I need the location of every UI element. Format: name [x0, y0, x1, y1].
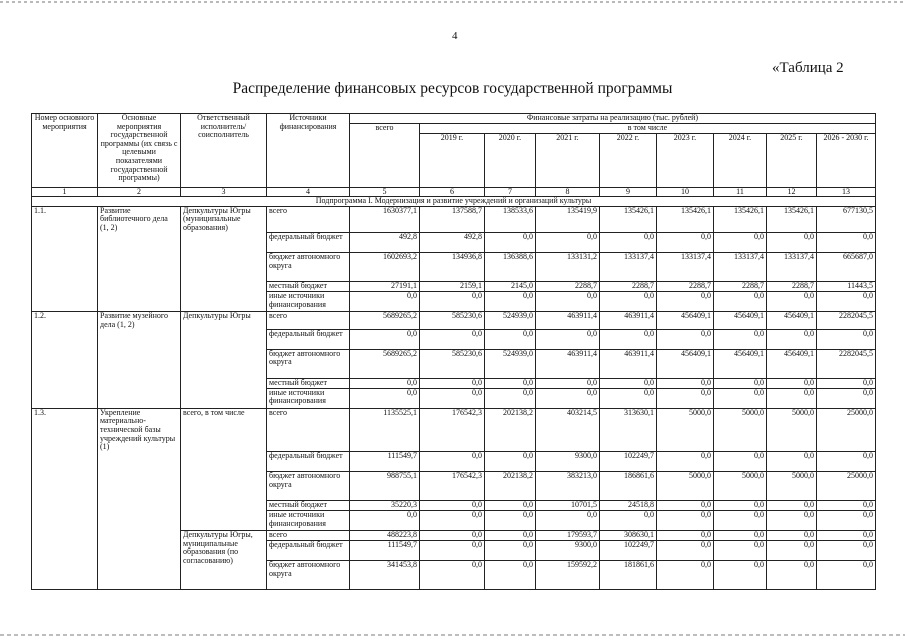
- value-cell: 2282045,5: [817, 349, 876, 378]
- value-cell: 0,0: [817, 501, 876, 511]
- measure-number-cont: [32, 253, 98, 282]
- funding-source: федеральный бюджет: [267, 452, 350, 472]
- value-cell: 5000,0: [657, 472, 714, 501]
- value-cell: 0,0: [767, 501, 817, 511]
- funding-source: всего: [267, 531, 350, 541]
- value-cell: 0,0: [420, 388, 485, 408]
- measure-number-cont: [32, 501, 98, 511]
- column-number: 2: [98, 187, 181, 197]
- value-cell: 0,0: [817, 452, 876, 472]
- table-row: [32, 253, 876, 282]
- measure-name-cont: [98, 472, 181, 501]
- value-cell: 133131,2: [536, 253, 600, 282]
- funding-source: иные источники финансирования: [267, 511, 350, 531]
- header-year: 2024 г.: [714, 133, 767, 187]
- value-cell: 492,8: [350, 233, 420, 253]
- measure-number-cont: [32, 349, 98, 378]
- measure-name-cont: [98, 329, 181, 349]
- column-number: 12: [767, 187, 817, 197]
- table-row: [32, 206, 876, 232]
- value-cell: 0,0: [767, 329, 817, 349]
- value-cell: 456409,1: [714, 349, 767, 378]
- value-cell: 202138,2: [485, 472, 536, 501]
- value-cell: 0,0: [485, 329, 536, 349]
- measure-name-cont: [98, 292, 181, 312]
- finance-table: [31, 113, 876, 590]
- header-year: 2021 г.: [536, 133, 600, 187]
- value-cell: 585230,6: [420, 349, 485, 378]
- table-row: [32, 408, 876, 451]
- value-cell: 0,0: [817, 531, 876, 541]
- value-cell: 0,0: [657, 541, 714, 561]
- value-cell: 463911,4: [536, 312, 600, 330]
- value-cell: 0,0: [350, 388, 420, 408]
- value-cell: 0,0: [714, 388, 767, 408]
- funding-source: бюджет автономного округа: [267, 472, 350, 501]
- table-row: [32, 388, 876, 408]
- value-cell: 0,0: [485, 541, 536, 561]
- funding-source: всего: [267, 206, 350, 232]
- value-cell: 0,0: [657, 452, 714, 472]
- value-cell: 9300,0: [536, 541, 600, 561]
- value-cell: 0,0: [657, 501, 714, 511]
- header-total: всего: [350, 124, 420, 188]
- funding-source: федеральный бюджет: [267, 541, 350, 561]
- subprogram-title: Подпрограмма I. Модернизация и развитие учреждений и организаций культуры: [32, 197, 876, 207]
- value-cell: 135426,1: [657, 206, 714, 232]
- value-cell: 0,0: [817, 561, 876, 590]
- table-row: [32, 452, 876, 472]
- value-cell: 2288,7: [714, 282, 767, 292]
- value-cell: 308630,1: [600, 531, 657, 541]
- value-cell: 2288,7: [767, 282, 817, 292]
- value-cell: 135426,1: [600, 206, 657, 232]
- header-including: в том числе: [420, 124, 876, 134]
- value-cell: 0,0: [420, 452, 485, 472]
- page-number: 4: [452, 30, 458, 42]
- value-cell: 456409,1: [657, 312, 714, 330]
- value-cell: 0,0: [817, 233, 876, 253]
- value-cell: 0,0: [536, 388, 600, 408]
- value-cell: 0,0: [350, 329, 420, 349]
- value-cell: 0,0: [817, 511, 876, 531]
- measure-number-cont: [32, 388, 98, 408]
- measure-name-cont: [98, 561, 181, 590]
- value-cell: 0,0: [817, 292, 876, 312]
- measure-name-cont: [98, 253, 181, 282]
- measure-number-cont: [32, 472, 98, 501]
- value-cell: 181861,6: [600, 561, 657, 590]
- value-cell: 0,0: [767, 378, 817, 388]
- value-cell: 0,0: [657, 329, 714, 349]
- value-cell: 524939,0: [485, 349, 536, 378]
- value-cell: 133137,4: [714, 253, 767, 282]
- value-cell: 137588,7: [420, 206, 485, 232]
- measure-name: Развитие библиотечного дела (1, 2): [98, 206, 181, 232]
- value-cell: 179593,7: [536, 531, 600, 541]
- value-cell: 0,0: [600, 388, 657, 408]
- value-cell: 456409,1: [714, 312, 767, 330]
- measure-name-cont: [98, 531, 181, 541]
- value-cell: 0,0: [350, 378, 420, 388]
- value-cell: 186861,6: [600, 472, 657, 501]
- measure-number-cont: [32, 292, 98, 312]
- value-cell: 0,0: [420, 378, 485, 388]
- measure-name-cont: [98, 233, 181, 253]
- value-cell: 2288,7: [657, 282, 714, 292]
- measure-number-cont: [32, 561, 98, 590]
- value-cell: 2282045,5: [817, 312, 876, 330]
- measure-number: 1.3.: [32, 408, 98, 451]
- value-cell: 0,0: [420, 561, 485, 590]
- value-cell: 0,0: [714, 233, 767, 253]
- value-cell: 25000,0: [817, 472, 876, 501]
- table-row: [32, 329, 876, 349]
- value-cell: 0,0: [420, 531, 485, 541]
- value-cell: 383213,0: [536, 472, 600, 501]
- funding-source: местный бюджет: [267, 282, 350, 292]
- value-cell: 0,0: [536, 233, 600, 253]
- value-cell: 5000,0: [714, 408, 767, 451]
- measure-name-cont: [98, 511, 181, 531]
- value-cell: 0,0: [657, 378, 714, 388]
- value-cell: 133137,4: [767, 253, 817, 282]
- measure-number-cont: [32, 452, 98, 472]
- value-cell: 988755,1: [350, 472, 420, 501]
- measure-name: Развитие музейного дела (1, 2): [98, 312, 181, 330]
- value-cell: 111549,7: [350, 452, 420, 472]
- measure-name-cont: [98, 452, 181, 472]
- value-cell: 102249,7: [600, 541, 657, 561]
- value-cell: 463911,4: [600, 349, 657, 378]
- value-cell: 135426,1: [714, 206, 767, 232]
- header-year: 2019 г.: [420, 133, 485, 187]
- header-number: Номер основного мероприятия: [32, 114, 98, 188]
- value-cell: 0,0: [767, 292, 817, 312]
- table-row: [32, 561, 876, 590]
- table-note: «Таблица 2: [772, 60, 844, 76]
- table-row: [32, 541, 876, 561]
- value-cell: 0,0: [485, 292, 536, 312]
- value-cell: 2145,0: [485, 282, 536, 292]
- column-number: 9: [600, 187, 657, 197]
- executor-cell: всего, в том числе: [181, 408, 267, 530]
- value-cell: 0,0: [714, 292, 767, 312]
- measure-number-cont: [32, 531, 98, 541]
- funding-source: бюджет автономного округа: [267, 349, 350, 378]
- value-cell: 1135525,1: [350, 408, 420, 451]
- value-cell: 5689265,2: [350, 349, 420, 378]
- measure-number-cont: [32, 378, 98, 388]
- table-row: [32, 349, 876, 378]
- column-number: 8: [536, 187, 600, 197]
- measure-name-cont: [98, 501, 181, 511]
- header-costs: Финансовые затраты на реализацию (тыс. рублей): [350, 114, 876, 124]
- measure-number-cont: [32, 541, 98, 561]
- value-cell: 0,0: [485, 561, 536, 590]
- value-cell: 5000,0: [767, 408, 817, 451]
- value-cell: 136388,6: [485, 253, 536, 282]
- value-cell: 102249,7: [600, 452, 657, 472]
- executor-cell: Депкультуры Югры, муниципальные образования (по согласованию): [181, 531, 267, 590]
- measure-number: 1.2.: [32, 312, 98, 330]
- value-cell: 134936,8: [420, 253, 485, 282]
- funding-source: бюджет автономного округа: [267, 253, 350, 282]
- measure-name-cont: [98, 388, 181, 408]
- value-cell: 0,0: [817, 541, 876, 561]
- header-executor: Ответственный исполнитель/ соисполнитель: [181, 114, 267, 188]
- value-cell: 0,0: [767, 233, 817, 253]
- column-number: 10: [657, 187, 714, 197]
- value-cell: 2159,1: [420, 282, 485, 292]
- value-cell: 0,0: [714, 452, 767, 472]
- measure-number-cont: [32, 282, 98, 292]
- value-cell: 0,0: [817, 388, 876, 408]
- funding-source: иные источники финансирования: [267, 292, 350, 312]
- value-cell: 5000,0: [657, 408, 714, 451]
- column-number: 11: [714, 187, 767, 197]
- measure-name-cont: [98, 349, 181, 378]
- value-cell: 0,0: [600, 511, 657, 531]
- value-cell: 456409,1: [767, 349, 817, 378]
- column-numbers-row: [32, 187, 876, 197]
- table-row: [32, 472, 876, 501]
- value-cell: 5689265,2: [350, 312, 420, 330]
- value-cell: 5000,0: [714, 472, 767, 501]
- value-cell: 202138,2: [485, 408, 536, 451]
- value-cell: 0,0: [714, 501, 767, 511]
- value-cell: 24518,8: [600, 501, 657, 511]
- column-number: 13: [817, 187, 876, 197]
- executor-cell: Депкультуры Югры: [181, 312, 267, 409]
- column-number: 3: [181, 187, 267, 197]
- value-cell: 0,0: [485, 388, 536, 408]
- value-cell: 0,0: [600, 378, 657, 388]
- funding-source: местный бюджет: [267, 378, 350, 388]
- value-cell: 0,0: [714, 561, 767, 590]
- value-cell: 0,0: [420, 541, 485, 561]
- value-cell: 463911,4: [600, 312, 657, 330]
- column-number: 4: [267, 187, 350, 197]
- header-year: 2020 г.: [485, 133, 536, 187]
- value-cell: 138533,6: [485, 206, 536, 232]
- value-cell: 403214,5: [536, 408, 600, 451]
- value-cell: 0,0: [714, 511, 767, 531]
- value-cell: 0,0: [485, 511, 536, 531]
- table-row: [32, 378, 876, 388]
- value-cell: 0,0: [485, 452, 536, 472]
- value-cell: 159592,2: [536, 561, 600, 590]
- value-cell: 0,0: [767, 561, 817, 590]
- header-year: 2026 - 2030 г.: [817, 133, 876, 187]
- value-cell: 0,0: [657, 561, 714, 590]
- measure-name-cont: [98, 541, 181, 561]
- value-cell: 0,0: [657, 531, 714, 541]
- scan-edge-bottom: [0, 634, 905, 636]
- value-cell: 0,0: [817, 378, 876, 388]
- header-year: 2022 г.: [600, 133, 657, 187]
- table-row: [32, 511, 876, 531]
- measure-number-cont: [32, 233, 98, 253]
- value-cell: 11443,5: [817, 282, 876, 292]
- value-cell: 1602693,2: [350, 253, 420, 282]
- value-cell: 135419,9: [536, 206, 600, 232]
- funding-source: федеральный бюджет: [267, 233, 350, 253]
- value-cell: 0,0: [485, 233, 536, 253]
- value-cell: 0,0: [600, 233, 657, 253]
- value-cell: 0,0: [657, 388, 714, 408]
- value-cell: 341453,8: [350, 561, 420, 590]
- measure-name: Укрепление материально-технической базы учреждений культуры (1): [98, 408, 181, 451]
- measure-name-cont: [98, 378, 181, 388]
- funding-source: федеральный бюджет: [267, 329, 350, 349]
- value-cell: 0,0: [657, 233, 714, 253]
- value-cell: 0,0: [485, 531, 536, 541]
- value-cell: 463911,4: [536, 349, 600, 378]
- table-row: [32, 292, 876, 312]
- column-number: 1: [32, 187, 98, 197]
- value-cell: 0,0: [536, 329, 600, 349]
- scan-edge-top: [0, 1, 905, 3]
- value-cell: 313630,1: [600, 408, 657, 451]
- table-row: [32, 531, 876, 541]
- value-cell: 0,0: [767, 511, 817, 531]
- value-cell: 0,0: [767, 531, 817, 541]
- value-cell: 0,0: [767, 388, 817, 408]
- value-cell: 0,0: [485, 378, 536, 388]
- value-cell: 1630377,1: [350, 206, 420, 232]
- value-cell: 35220,3: [350, 501, 420, 511]
- value-cell: 0,0: [485, 501, 536, 511]
- value-cell: 524939,0: [485, 312, 536, 330]
- value-cell: 0,0: [714, 378, 767, 388]
- header-year: 2025 г.: [767, 133, 817, 187]
- funding-source: всего: [267, 312, 350, 330]
- value-cell: 0,0: [657, 292, 714, 312]
- value-cell: 0,0: [714, 531, 767, 541]
- funding-source: иные источники финансирования: [267, 388, 350, 408]
- funding-source: местный бюджет: [267, 501, 350, 511]
- value-cell: 0,0: [536, 378, 600, 388]
- value-cell: 456409,1: [767, 312, 817, 330]
- value-cell: 135426,1: [767, 206, 817, 232]
- table-row: [32, 312, 876, 330]
- value-cell: 5000,0: [767, 472, 817, 501]
- value-cell: 0,0: [350, 511, 420, 531]
- value-cell: 176542,3: [420, 472, 485, 501]
- executor-cell: Депкультуры Югры (муниципальные образования): [181, 206, 267, 311]
- value-cell: 665687,0: [817, 253, 876, 282]
- value-cell: 2288,7: [536, 282, 600, 292]
- value-cell: 456409,1: [657, 349, 714, 378]
- value-cell: 0,0: [657, 511, 714, 531]
- column-number: 6: [420, 187, 485, 197]
- header-sources: Источники финансирования: [267, 114, 350, 188]
- value-cell: 10701,5: [536, 501, 600, 511]
- value-cell: 677130,5: [817, 206, 876, 232]
- value-cell: 0,0: [350, 292, 420, 312]
- value-cell: 0,0: [420, 501, 485, 511]
- value-cell: 9300,0: [536, 452, 600, 472]
- table-row: [32, 233, 876, 253]
- value-cell: 176542,3: [420, 408, 485, 451]
- value-cell: 0,0: [767, 452, 817, 472]
- value-cell: 111549,7: [350, 541, 420, 561]
- value-cell: 0,0: [714, 541, 767, 561]
- value-cell: 488223,8: [350, 531, 420, 541]
- value-cell: 0,0: [817, 329, 876, 349]
- value-cell: 0,0: [600, 329, 657, 349]
- value-cell: 133137,4: [657, 253, 714, 282]
- table-row: [32, 501, 876, 511]
- column-number: 5: [350, 187, 420, 197]
- header-year: 2023 г.: [657, 133, 714, 187]
- value-cell: 0,0: [536, 511, 600, 531]
- value-cell: 133137,4: [600, 253, 657, 282]
- page-title: Распределение финансовых ресурсов государственной программы: [232, 80, 673, 97]
- value-cell: 0,0: [420, 511, 485, 531]
- measure-name-cont: [98, 282, 181, 292]
- value-cell: 0,0: [536, 292, 600, 312]
- value-cell: 2288,7: [600, 282, 657, 292]
- header-measures: Основные мероприятия государственной программы (их связь с целевыми показателями государственной программы): [98, 114, 181, 188]
- value-cell: 27191,1: [350, 282, 420, 292]
- value-cell: 25000,0: [817, 408, 876, 451]
- measure-number-cont: [32, 329, 98, 349]
- column-number: 7: [485, 187, 536, 197]
- value-cell: 492,8: [420, 233, 485, 253]
- value-cell: 0,0: [420, 329, 485, 349]
- value-cell: 0,0: [420, 292, 485, 312]
- value-cell: 0,0: [600, 292, 657, 312]
- value-cell: 0,0: [714, 329, 767, 349]
- funding-source: всего: [267, 408, 350, 451]
- measure-number: 1.1.: [32, 206, 98, 232]
- value-cell: 0,0: [767, 541, 817, 561]
- table-row: [32, 282, 876, 292]
- funding-source: бюджет автономного округа: [267, 561, 350, 590]
- measure-number-cont: [32, 511, 98, 531]
- value-cell: 585230,6: [420, 312, 485, 330]
